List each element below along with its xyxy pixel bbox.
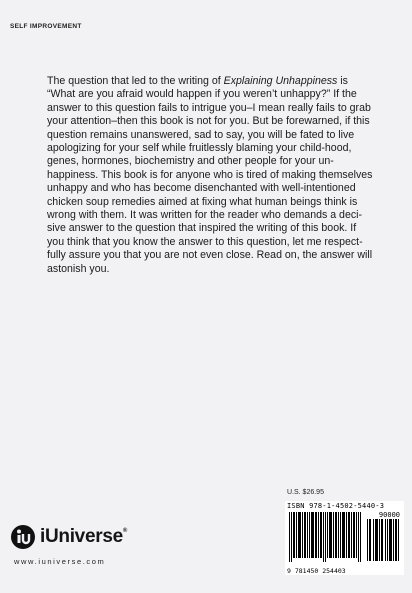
blurb-text-rest: is “What are you afraid would happen if you weren’t unhappy?” If the answer to this question fails to intrigue you–I mean really fails to grab your attention–then this book is not for you. But be forewarned, if this question remains unanswered, sad to say, you will be fated to live apologizing for your self while fruitlessly blaming your child-hood, genes, hormones, biochemistry and other people for your un-happiness. This book is for anyone who is tired of making themselves unhappy and who has become disenchanted with well-intentioned chicken soup remedies aimed at fixing what human beings think is wrong with them. It was written for the reader who demands a deci-sive answer to the question that inspired the writing of this book. If you think that you know the answer to this question, let me respect-fully assure you that you are not even close. Read on, the answer will astonish you. xyxy=(47,75,373,275)
iuniverse-logo-icon xyxy=(10,524,36,550)
back-cover-blurb xyxy=(47,75,375,276)
publisher-name-text: iUniverse xyxy=(40,526,123,547)
isbn-barcode xyxy=(285,501,404,575)
publisher-website: www.iuniverse.com xyxy=(14,557,106,566)
book-title: Explaining Unhappiness xyxy=(223,75,338,87)
blurb-text-start: The question that led to the writing of xyxy=(47,75,224,87)
barcode-bars-addon xyxy=(367,519,399,561)
category-label: SELF IMPROVEMENT xyxy=(10,23,82,30)
barcode-bars-main xyxy=(289,512,363,562)
blurb-paragraph xyxy=(47,75,375,276)
price-label: U.S. $26.95 xyxy=(287,489,324,496)
publisher-name xyxy=(40,526,127,548)
registered-mark-icon: ® xyxy=(122,528,127,534)
publisher-logo xyxy=(10,524,127,550)
isbn-number: ISBN 978-1-4502-5440-3 xyxy=(287,502,385,510)
barcode-digits: 9 781450 254403 xyxy=(287,567,346,575)
barcode-addon-code: 90000 xyxy=(378,511,400,519)
